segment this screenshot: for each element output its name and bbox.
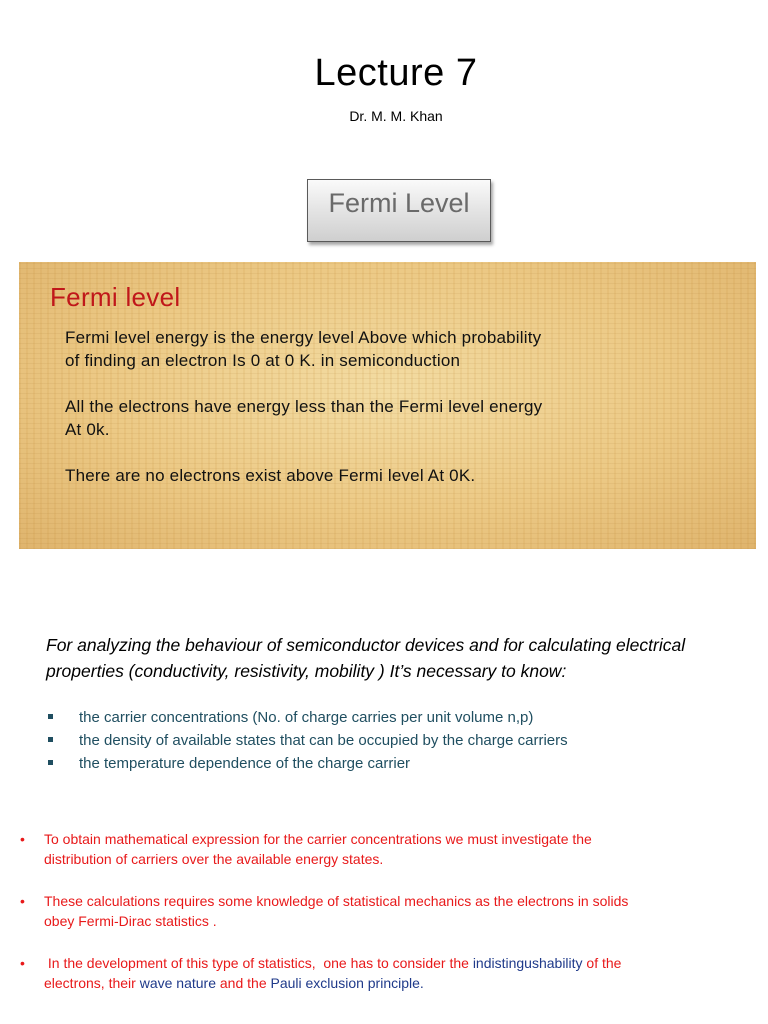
square-bullet-icon <box>48 737 53 742</box>
square-bullet-icon <box>48 714 53 719</box>
note-text: electrons, their <box>44 975 140 991</box>
page-title: Lecture 7 <box>314 52 478 94</box>
list-item <box>46 706 568 729</box>
bullet-dot-icon: • <box>20 955 25 971</box>
list-item-text: the temperature dependence of the charge carrier <box>79 755 411 772</box>
list-item-text: the carrier concentrations (No. of charge carries per unit volume n,p) <box>79 709 534 726</box>
note-text: and the <box>216 975 271 991</box>
list-item <box>46 729 568 752</box>
note-text: . <box>419 975 424 991</box>
note-item <box>20 891 750 931</box>
list-item-text: the density of available states that can be occupied by the charge carriers <box>79 732 568 749</box>
notes-list-3 <box>20 953 750 993</box>
intro-paragraph: For analyzing the behaviour of semiconductor devices and for calculating electrical properties (conductivity, resistivity, mobility ) It’s necessary to know: <box>46 635 686 681</box>
square-bullet-icon <box>48 760 53 765</box>
notes-list-1 <box>20 829 750 869</box>
note-item <box>20 829 750 869</box>
note-line: distribution of carriers over the available energy states. <box>44 851 384 867</box>
section-title-box <box>307 179 491 242</box>
note-line: These calculations requires some knowledge of statistical mechanics as the electrons in solids <box>44 893 629 909</box>
note-text: In the development of this type of statistics, one has to consider the <box>44 955 473 971</box>
note-line: obey Fermi-Dirac statistics . <box>44 913 217 929</box>
bullet-dot-icon: • <box>20 831 25 847</box>
note-item <box>20 953 750 993</box>
bullet-dot-icon: • <box>20 893 25 909</box>
requirements-list <box>46 706 568 775</box>
term-pauli-exclusion: Pauli exclusion principle <box>270 975 420 991</box>
slide-paragraph-none-above: There are no electrons exist above Fermi level At 0K. <box>65 466 476 485</box>
slide-paragraph-electrons: All the electrons have energy less than the Fermi level energy At 0k. <box>65 397 543 439</box>
slide-paragraph-definition: Fermi level energy is the energy level Above which probability of finding an electron Is 0 at 0 K. in semiconduction <box>65 328 542 370</box>
notes-list-2 <box>20 891 750 931</box>
note-line <box>44 973 750 993</box>
note-text: of the <box>582 955 622 971</box>
author-name: Dr. M. M. Khan <box>349 108 443 124</box>
section-title-label: Fermi Level <box>328 188 470 218</box>
note-line <box>44 953 750 973</box>
slide-heading: Fermi level <box>50 282 181 312</box>
fermi-level-slide-image <box>19 262 756 549</box>
list-item <box>46 752 568 775</box>
term-indistinguishability: indistingushability <box>472 955 583 971</box>
term-wave-nature: wave nature <box>139 975 216 991</box>
note-line: To obtain mathematical expression for the carrier concentrations we must investigate the <box>44 831 592 847</box>
